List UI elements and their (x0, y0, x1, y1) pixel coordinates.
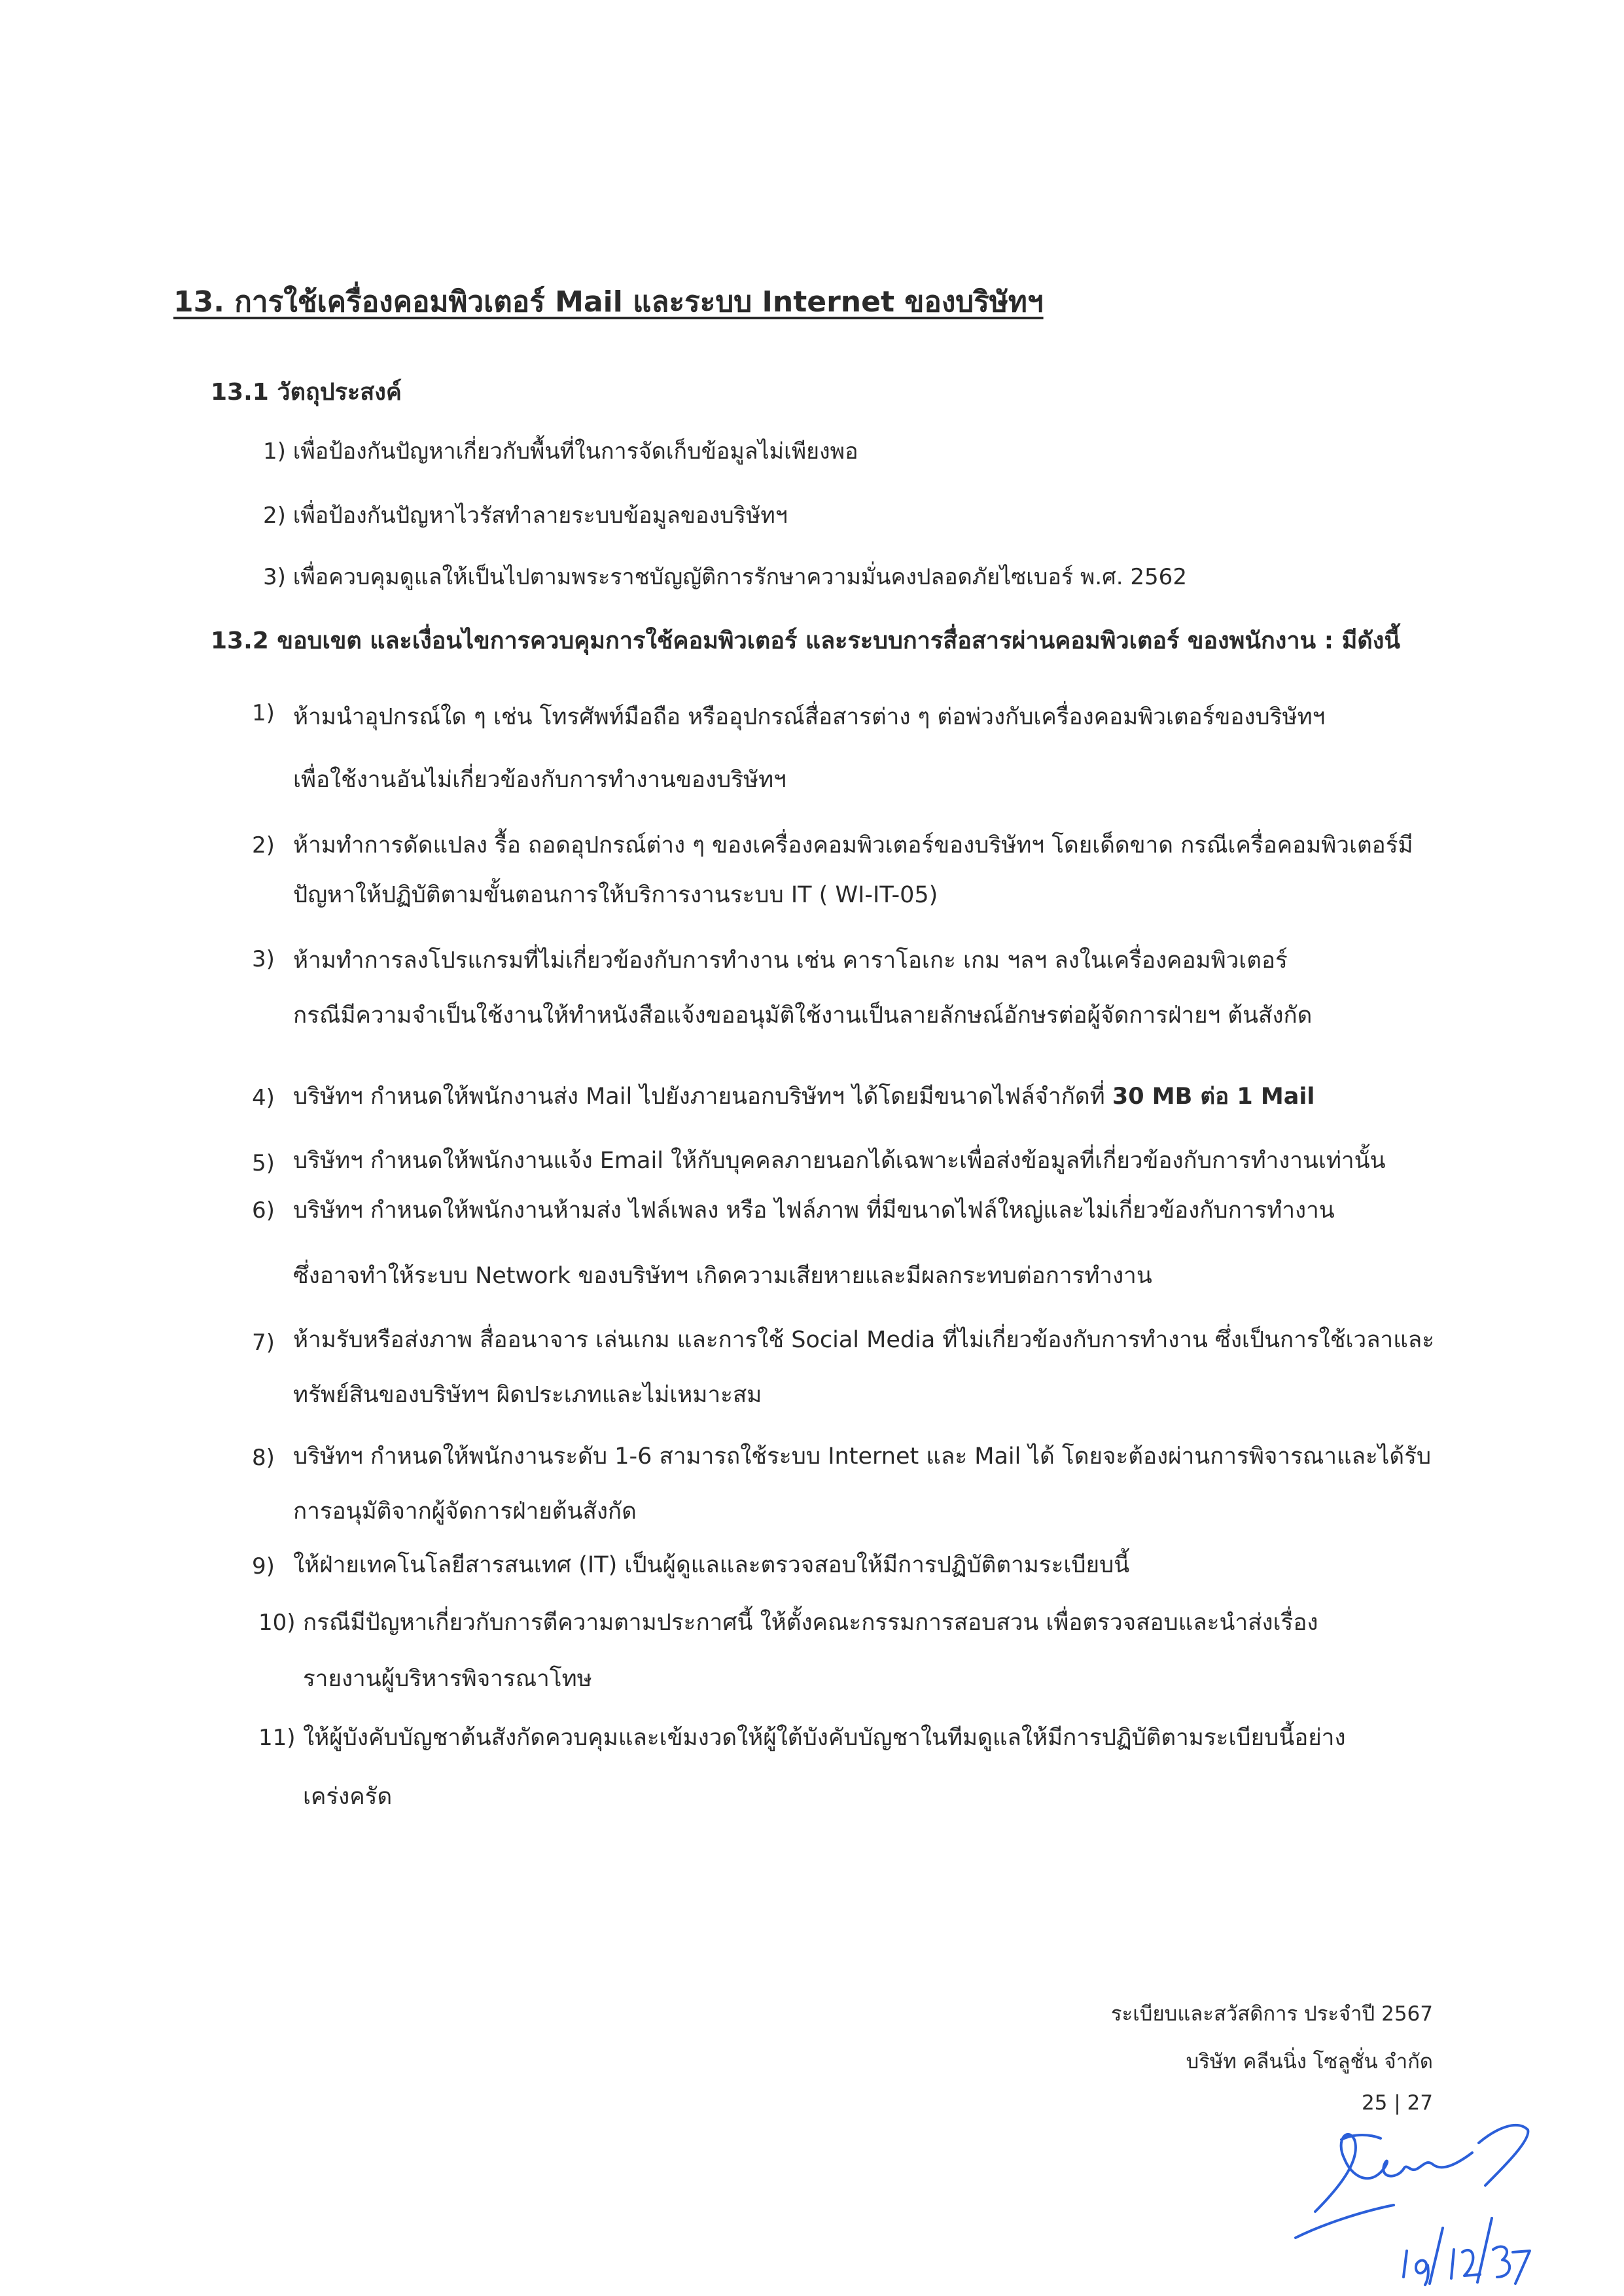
rule-number: 10) (258, 1610, 296, 1636)
rule-number: 11) (258, 1725, 296, 1751)
rule-text: ห้ามทำการลงโปรแกรมที่ไม่เกี่ยวข้องกับการทำงาน เช่น คาราโอเกะ เกม ฯลฯ ลงในเครื่องคอมพิวเตอร์ (293, 947, 1288, 974)
rule-text-continued: การอนุมัติจากผู้จัดการฝ่ายต้นสังกัด (293, 1498, 637, 1525)
page-number: 25 | 27 (1361, 2091, 1433, 2115)
rule-text: ให้ฝ่ายเทคโนโลยีสารสนเทศ (IT) เป็นผู้ดูแลและตรวจสอบให้มีการปฏิบัติตามระเบียบนี้ (293, 1552, 1130, 1578)
rule-text-continued: เพื่อใช้งานอันไม่เกี่ยวข้องกับการทำงานของบริษัทฯ (293, 767, 786, 793)
rule-text-continued: ซึ่งอาจทำให้ระบบ Network ของบริษัทฯ เกิดความเสียหายและมีผลกระทบต่อการทำงาน (293, 1263, 1152, 1289)
rule-number: 4) (252, 1085, 275, 1111)
section-heading: 13. การใช้เครื่องคอมพิวเตอร์ Mail และระบบ Internet ของบริษัทฯ (173, 285, 1044, 319)
rule-text: บริษัทฯ กำหนดให้พนักงานห้ามส่ง ไฟล์เพลง หรือ ไฟล์ภาพ ที่มีขนาดไฟล์ใหญ่และไม่เกี่ยวข้องกับการทำงาน (293, 1197, 1335, 1224)
handwritten-signature (1282, 2113, 1544, 2290)
rule-number: 9) (252, 1553, 275, 1580)
mail-size-limit: 30 MB ต่อ 1 Mail (1112, 1084, 1315, 1110)
rule-number: 6) (252, 1197, 275, 1224)
subsection-title-13-2: 13.2 ขอบเขต และเงื่อนไขการควบคุมการใช้คอมพิวเตอร์ และระบบการสื่อสารผ่านคอมพิวเตอร์ ของพนักงาน : มีดังนี้ (211, 627, 1400, 654)
footer-company-name: บริษัท คลีนนิ่ง โซลูชั่น จำกัด (1186, 2050, 1433, 2074)
rule-number: 7) (252, 1330, 275, 1356)
rule-text: กรณีมีปัญหาเกี่ยวกับการตีความตามประกาศนี้ ให้ตั้งคณะกรรมการสอบสวน เพื่อตรวจสอบและนำส่งเรื่อง (303, 1610, 1318, 1636)
rule-text-continued: ทรัพย์สินของบริษัทฯ ผิดประเภทและไม่เหมาะสม (293, 1382, 762, 1408)
rule-text (293, 1078, 1315, 1114)
objective-item: 3) เพื่อควบคุมดูแลให้เป็นไปตามพระราชบัญญัติการรักษาความมั่นคงปลอดภัยไซเบอร์ พ.ศ. 2562 (263, 564, 1187, 590)
subsection-title-13-1: 13.1 วัตถุประสงค์ (211, 379, 402, 406)
rule-text: บริษัทฯ กำหนดให้พนักงานระดับ 1-6 สามารถใช้ระบบ Internet และ Mail ได้ โดยจะต้องผ่านการพิจารณาและได้รับ (293, 1443, 1432, 1470)
rule-number: 8) (252, 1445, 275, 1471)
objective-item: 1) เพื่อป้องกันปัญหาเกี่ยวกับพื้นที่ในการจัดเก็บข้อมูลไม่เพียงพอ (263, 438, 858, 465)
rule-text-continued: กรณีมีความจำเป็นใช้งานให้ทำหนังสือแจ้งขออนุมัติใช้งานเป็นลายลักษณ์อักษรต่อผู้จัดการฝ่ายฯ ต้นสังกัด (293, 1002, 1313, 1029)
rule-text-continued: ปัญหาให้ปฏิบัติตามขั้นตอนการให้บริการงานระบบ IT ( WI-IT-05) (293, 882, 938, 908)
rule-number: 2) (252, 832, 275, 858)
rule-text: ห้ามทำการดัดแปลง รื้อ ถอดอุปกรณ์ต่าง ๆ ของเครื่องคอมพิวเตอร์ของบริษัทฯ โดยเด็ดขาด กรณีเครื่อคอมพิวเตอร์มี (293, 832, 1413, 858)
rule-number: 3) (252, 946, 275, 972)
footer-regulation-title: ระเบียบและสวัสดิการ ประจำปี 2567 (1110, 2002, 1433, 2026)
rule-number: 5) (252, 1150, 275, 1176)
rule-text: บริษัทฯ กำหนดให้พนักงานแจ้ง Email ให้กับบุคคลภายนอกได้เฉพาะเพื่อส่งข้อมูลที่เกี่ยวข้องกับการทำงานเท่านั้น (293, 1148, 1386, 1174)
rule-text: ห้ามรับหรือส่งภาพ สื่ออนาจาร เล่นเกม และการใช้ Social Media ที่ไม่เกี่ยวข้องกับการทำงาน ซึ่งเป็นการใช้เวลาและ (293, 1327, 1435, 1353)
rule-number: 1) (252, 700, 275, 726)
objective-item: 2) เพื่อป้องกันปัญหาไวรัสทำลายระบบข้อมูลของบริษัทฯ (263, 503, 788, 529)
rule-text: ให้ผู้บังคับบัญชาต้นสังกัดควบคุมและเข้มงวดให้ผู้ใต้บังคับบัญชาในทีมดูแลให้มีการปฏิบัติตามระเบียบนี้อย่าง (303, 1725, 1346, 1751)
rule-text-continued: เคร่งครัด (303, 1784, 393, 1810)
rule-text-continued: รายงานผู้บริหารพิจารณาโทษ (303, 1666, 592, 1692)
rule-text-main: บริษัทฯ กำหนดให้พนักงานส่ง Mail ไปยังภายนอกบริษัทฯ ได้โดยมีขนาดไฟล์จำกัดที่ (293, 1084, 1112, 1110)
rule-text: ห้ามนำอุปกรณ์ใด ๆ เช่น โทรศัพท์มือถือ หรืออุปกรณ์สื่อสารต่าง ๆ ต่อพ่วงกับเครื่องคอมพิวเตอร์ของบริษัทฯ (293, 704, 1326, 730)
